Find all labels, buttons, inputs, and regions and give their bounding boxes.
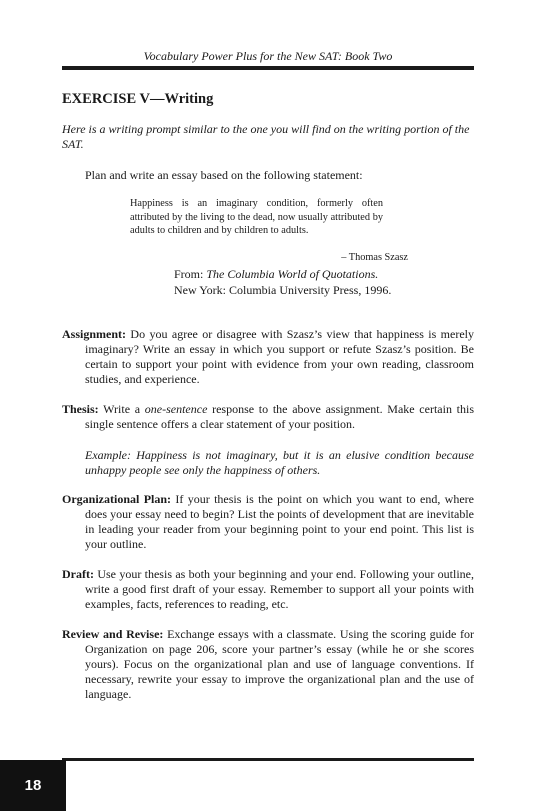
header-rule — [62, 66, 474, 70]
review-text: Exchange essays with a classmate. Using the scoring guide for Organization on page 206, score your partner’s essay (while he or she scores yours). Focus on the organizational plan and use of language conventions. If necessary, rewrite your essay to improve the organizational plan and the use of language. — [85, 627, 474, 702]
organizational-plan-label: Organizational Plan: — [62, 492, 172, 506]
quote-author: – Thomas Szasz — [341, 252, 408, 263]
running-head: Vocabulary Power Plus for the New SAT: Book Two — [143, 49, 393, 63]
thesis-example: Example: Happiness is not imaginary, but it is an elusive condition because unhappy people see only the happiness of others. — [85, 448, 474, 478]
review-paragraph — [62, 627, 474, 702]
organizational-plan-paragraph — [62, 492, 474, 552]
page-number: 18 — [0, 760, 66, 811]
draft-label: Draft: — [62, 567, 94, 581]
source-title: The Columbia World of Quotations. — [206, 267, 379, 281]
assignment-label: Assignment: — [62, 327, 127, 341]
thesis-text-after: response to the above assignment. Make certain this single sentence offers a clear statement of your position. — [85, 402, 474, 432]
source-from-label: From: — [174, 267, 207, 281]
thesis-emphasis: one-sentence — [144, 402, 208, 416]
exercise-intro: Here is a writing prompt similar to the one you will find on the writing portion of the SAT. — [62, 122, 470, 151]
prompt-lead: Plan and write an essay based on the following statement: — [85, 168, 363, 182]
thesis-paragraph — [62, 402, 474, 432]
organizational-plan-text: If your thesis is the point on which you want to end, where does your essay need to begin? List the points of development that are inevitable in leading your reader from your beginning point to your end point. This list is your outline. — [85, 492, 474, 552]
quote-source — [174, 267, 391, 298]
quote-text: Happiness is an imaginary condition, formerly often attributed by the living to the dead, now usually attributed by adults to children and by children to adults. — [130, 198, 383, 237]
assignment-paragraph — [62, 327, 474, 387]
exercise-title: EXERCISE V—Writing — [62, 91, 214, 107]
source-publisher: New York: Columbia University Press, 1996. — [174, 282, 392, 297]
assignment-text: Do you agree or disagree with Szasz’s view that happiness is merely imaginary? Write an essay in which you support or refute Szasz’s position. Be certain to support your point with evidence from your own reading, classroom studies, and experience. — [85, 327, 474, 387]
thesis-label: Thesis: — [62, 402, 99, 416]
footer-rule — [62, 758, 474, 761]
draft-text: Use your thesis as both your beginning and your end. Following your outline, write a good first draft of your essay. Remember to support all your points with examples, facts, references to reading, etc. — [85, 567, 474, 612]
thesis-text-before: Write a — [98, 402, 145, 416]
review-label: Review and Revise: — [62, 627, 164, 641]
draft-paragraph — [62, 567, 474, 612]
